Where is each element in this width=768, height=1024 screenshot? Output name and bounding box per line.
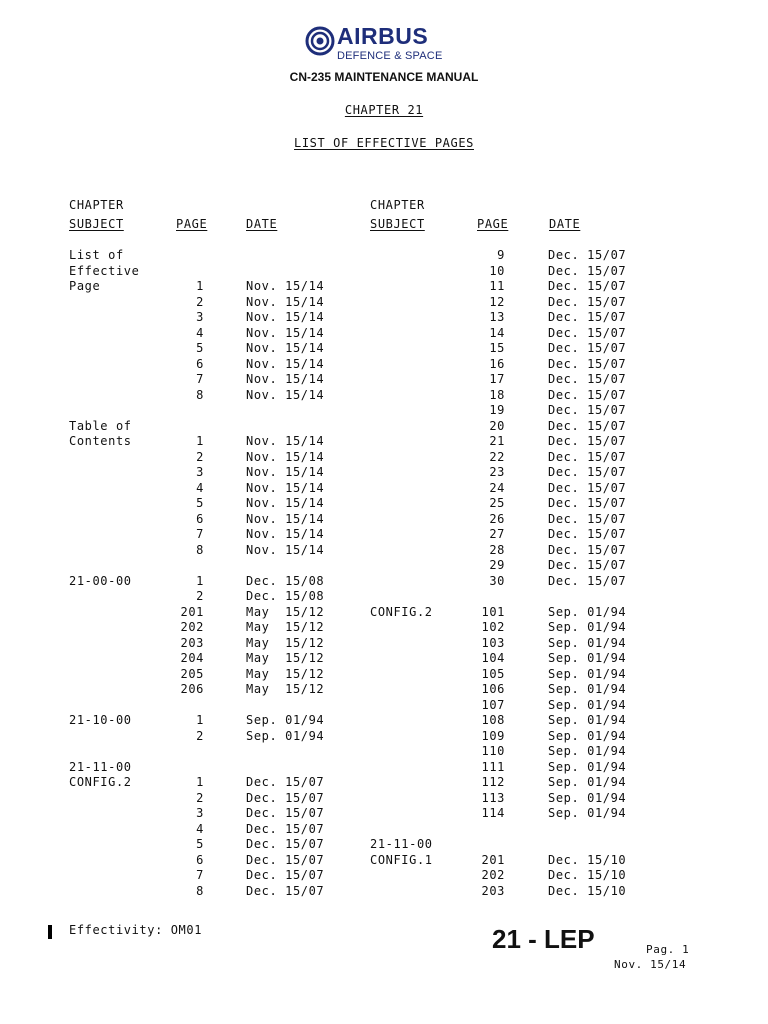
row-page: 11: [489, 279, 505, 293]
table-row: [0, 449, 768, 465]
row-date: Sep. 01/94: [548, 713, 627, 727]
row-date: Dec. 15/07: [246, 883, 325, 898]
row-date: Sep. 01/94: [548, 790, 627, 805]
row-page: 24: [489, 480, 505, 495]
table-row: [0, 883, 768, 899]
row-date: Dec. 15/08: [246, 589, 325, 603]
row-date: Nov. 15/14: [246, 310, 325, 324]
row-date: Dec. 15/07: [548, 294, 627, 309]
row-date: Dec. 15/07: [548, 496, 627, 510]
row-date: May 15/12: [246, 651, 325, 665]
row-date: Dec. 15/07: [548, 449, 627, 464]
left-chapter-header: CHAPTER: [69, 198, 124, 212]
row-page: 205: [180, 666, 204, 681]
table-row: [0, 325, 768, 341]
row-date: Dec. 15/07: [548, 387, 627, 402]
row-page: 3: [196, 465, 204, 479]
page-date: Nov. 15/14: [614, 958, 687, 971]
row-subject: 21-11-00: [370, 837, 433, 851]
row-page: 2: [196, 790, 204, 805]
row-page: 3: [196, 310, 204, 324]
row-date: Dec. 15/07: [548, 527, 627, 541]
row-page: 7: [196, 372, 204, 386]
row-page: 203: [481, 883, 505, 898]
row-date: Dec. 15/07: [548, 480, 627, 495]
row-page: 5: [196, 837, 204, 851]
row-page: 4: [196, 821, 204, 836]
row-subject: CONFIG.2: [69, 775, 132, 789]
row-date: Nov. 15/14: [246, 325, 325, 340]
table-row: [0, 635, 768, 651]
table-row: [0, 480, 768, 496]
row-date: Dec. 15/07: [548, 279, 627, 293]
row-page: 112: [481, 775, 505, 789]
row-date: Dec. 15/07: [548, 542, 627, 557]
row-page: 113: [481, 790, 505, 805]
row-page: 110: [481, 744, 505, 758]
row-date: Nov. 15/14: [246, 542, 325, 557]
row-date: Dec. 15/07: [548, 356, 627, 371]
right-page-header: PAGE: [477, 217, 509, 231]
row-page: 104: [481, 651, 505, 665]
row-page: 206: [180, 682, 204, 696]
table-row: [0, 774, 768, 790]
row-date: Nov. 15/14: [246, 465, 325, 479]
row-date: May 15/12: [246, 635, 325, 650]
table-row: [0, 588, 768, 604]
row-page: 102: [481, 620, 505, 634]
row-page: 26: [489, 511, 505, 526]
row-page: 7: [196, 527, 204, 541]
row-date: Sep. 01/94: [246, 728, 325, 743]
effectivity-label: Effectivity: OM01: [69, 923, 203, 937]
table-row: [0, 495, 768, 511]
row-page: 17: [489, 372, 505, 386]
row-page: 107: [481, 697, 505, 712]
row-date: Sep. 01/94: [548, 759, 627, 774]
row-date: Dec. 15/07: [246, 775, 325, 789]
table-row: [0, 294, 768, 310]
row-page: 14: [489, 325, 505, 340]
row-page: 25: [489, 496, 505, 510]
right-subject-header: SUBJECT: [370, 217, 425, 231]
right-date-header: DATE: [549, 217, 581, 231]
table-row: [0, 697, 768, 713]
row-subject: Page: [69, 279, 101, 293]
table-row: [0, 604, 768, 620]
row-page: 30: [489, 573, 505, 588]
row-date: May 15/12: [246, 604, 325, 619]
row-page: 4: [196, 325, 204, 340]
row-page: 19: [489, 403, 505, 417]
row-page: 21: [489, 434, 505, 448]
row-date: Nov. 15/14: [246, 527, 325, 541]
row-page: 2: [196, 449, 204, 464]
row-date: Sep. 01/94: [548, 728, 627, 743]
table-row: [0, 263, 768, 279]
chapter-title: CHAPTER 21: [344, 103, 424, 117]
row-page: 201: [180, 604, 204, 619]
row-date: Dec. 15/07: [548, 511, 627, 526]
row-page: 22: [489, 449, 505, 464]
row-page: 101: [481, 604, 505, 619]
table-row: [0, 681, 768, 697]
row-date: Dec. 15/07: [246, 806, 325, 820]
row-date: Sep. 01/94: [548, 697, 627, 712]
row-page: 114: [481, 806, 505, 820]
row-page: 6: [196, 356, 204, 371]
table-row: [0, 418, 768, 434]
row-page: 3: [196, 806, 204, 820]
table-row: [0, 759, 768, 775]
row-date: Dec. 15/07: [246, 852, 325, 867]
table-row: [0, 371, 768, 387]
table-row: [0, 728, 768, 744]
table-row: [0, 402, 768, 418]
row-date: Sep. 01/94: [548, 620, 627, 634]
row-date: Sep. 01/94: [548, 604, 627, 619]
row-page: 18: [489, 387, 505, 402]
table-row: [0, 790, 768, 806]
row-subject: List of: [69, 248, 124, 262]
row-page: 1: [196, 434, 204, 448]
row-date: Dec. 15/07: [246, 837, 325, 851]
table-row: [0, 356, 768, 372]
row-date: Sep. 01/94: [548, 651, 627, 665]
row-subject: CONFIG.2: [370, 604, 433, 619]
row-subject: 21-11-00: [69, 759, 132, 774]
row-date: Dec. 15/07: [548, 325, 627, 340]
row-page: 1: [196, 279, 204, 293]
row-date: Dec. 15/07: [548, 248, 627, 262]
row-page: 13: [489, 310, 505, 324]
row-page: 27: [489, 527, 505, 541]
left-page-header: PAGE: [176, 217, 208, 231]
table-row: [0, 511, 768, 527]
table-row: [0, 542, 768, 558]
row-date: Dec. 15/07: [246, 821, 325, 836]
row-subject: 21-00-00: [69, 573, 132, 588]
row-date: Sep. 01/94: [548, 682, 627, 696]
row-page: 10: [489, 263, 505, 278]
table-row: [0, 309, 768, 325]
row-date: Sep. 01/94: [548, 806, 627, 820]
row-date: Dec. 15/10: [548, 852, 627, 867]
row-date: May 15/12: [246, 682, 325, 696]
row-page: 2: [196, 294, 204, 309]
table-row: [0, 805, 768, 821]
row-page: 204: [180, 651, 204, 665]
row-date: Dec. 15/08: [246, 573, 325, 588]
row-date: Nov. 15/14: [246, 279, 325, 293]
row-page: 15: [489, 341, 505, 355]
row-page: 201: [481, 852, 505, 867]
row-date: Nov. 15/14: [246, 356, 325, 371]
row-page: 8: [196, 542, 204, 557]
row-date: Nov. 15/14: [246, 434, 325, 448]
row-page: 1: [196, 775, 204, 789]
row-page: 105: [481, 666, 505, 681]
table-row: [0, 433, 768, 449]
row-page: 5: [196, 341, 204, 355]
table-row: [0, 340, 768, 356]
row-page: 28: [489, 542, 505, 557]
table-row: [0, 821, 768, 837]
row-date: Dec. 15/07: [548, 341, 627, 355]
row-page: 103: [481, 635, 505, 650]
row-date: Dec. 15/07: [548, 310, 627, 324]
row-date: Nov. 15/14: [246, 341, 325, 355]
row-page: 23: [489, 465, 505, 479]
row-subject: CONFIG.1: [370, 852, 433, 867]
row-date: Dec. 15/07: [246, 868, 325, 882]
change-bar: [48, 925, 52, 939]
row-date: Dec. 15/07: [246, 790, 325, 805]
row-date: Nov. 15/14: [246, 480, 325, 495]
table-row: [0, 666, 768, 682]
row-date: Sep. 01/94: [548, 775, 627, 789]
row-date: Dec. 15/10: [548, 868, 627, 882]
row-page: 111: [481, 759, 505, 774]
page-number: Pag. 1: [646, 943, 690, 956]
list-title: LIST OF EFFECTIVE PAGES: [294, 136, 474, 150]
row-page: 202: [180, 620, 204, 634]
row-subject: Table of: [69, 418, 132, 433]
row-page: 203: [180, 635, 204, 650]
row-page: 16: [489, 356, 505, 371]
row-page: 2: [196, 589, 204, 603]
row-date: Dec. 15/07: [548, 465, 627, 479]
row-page: 202: [481, 868, 505, 882]
manual-title: CN-235 MAINTENANCE MANUAL: [289, 70, 479, 84]
row-page: 8: [196, 387, 204, 402]
row-date: Sep. 01/94: [246, 713, 325, 727]
table-row: [0, 573, 768, 589]
table-row: [0, 743, 768, 759]
row-page: 1: [196, 573, 204, 588]
row-page: 5: [196, 496, 204, 510]
table-row: [0, 387, 768, 403]
row-date: Dec. 15/07: [548, 372, 627, 386]
row-page: 7: [196, 868, 204, 882]
row-date: Dec. 15/07: [548, 418, 627, 433]
row-subject: Effective: [69, 263, 140, 278]
table-row: [0, 619, 768, 635]
row-date: Nov. 15/14: [246, 372, 325, 386]
logo-subtext: DEFENCE & SPACE: [337, 50, 443, 62]
table-row: [0, 464, 768, 480]
row-date: Nov. 15/14: [246, 511, 325, 526]
row-date: Dec. 15/10: [548, 883, 627, 898]
row-page: 109: [481, 728, 505, 743]
table-row: [0, 712, 768, 728]
right-chapter-header: CHAPTER: [370, 198, 425, 212]
row-page: 8: [196, 883, 204, 898]
row-page: 12: [489, 294, 505, 309]
row-page: 9: [497, 248, 505, 262]
row-page: 20: [489, 418, 505, 433]
table-row: [0, 650, 768, 666]
row-page: 2: [196, 728, 204, 743]
row-date: May 15/12: [246, 620, 325, 634]
row-subject: Contents: [69, 434, 132, 448]
table-row: [0, 247, 768, 263]
table-row: [0, 557, 768, 573]
row-page: 106: [481, 682, 505, 696]
row-page: 108: [481, 713, 505, 727]
row-page: 1: [196, 713, 204, 727]
table-row: [0, 526, 768, 542]
row-date: Sep. 01/94: [548, 635, 627, 650]
table-row: [0, 852, 768, 868]
table-row: [0, 867, 768, 883]
table-row: [0, 278, 768, 294]
row-page: 29: [489, 558, 505, 572]
row-date: Dec. 15/07: [548, 403, 627, 417]
row-page: 6: [196, 852, 204, 867]
left-subject-header: SUBJECT: [69, 217, 124, 231]
row-date: May 15/12: [246, 666, 325, 681]
row-page: 6: [196, 511, 204, 526]
row-subject: 21-10-00: [69, 713, 132, 727]
row-date: Nov. 15/14: [246, 294, 325, 309]
row-date: Sep. 01/94: [548, 666, 627, 681]
row-date: Dec. 15/07: [548, 573, 627, 588]
table-row: [0, 836, 768, 852]
row-date: Dec. 15/07: [548, 263, 627, 278]
left-date-header: DATE: [246, 217, 278, 231]
section-code: 21 - LEP: [492, 924, 595, 954]
row-date: Dec. 15/07: [548, 434, 627, 448]
row-page: 4: [196, 480, 204, 495]
row-date: Nov. 15/14: [246, 449, 325, 464]
row-date: Dec. 15/07: [548, 558, 627, 572]
logo-wordmark: AIRBUS: [337, 23, 429, 49]
row-date: Nov. 15/14: [246, 496, 325, 510]
row-date: Nov. 15/14: [246, 387, 325, 402]
row-date: Sep. 01/94: [548, 744, 627, 758]
